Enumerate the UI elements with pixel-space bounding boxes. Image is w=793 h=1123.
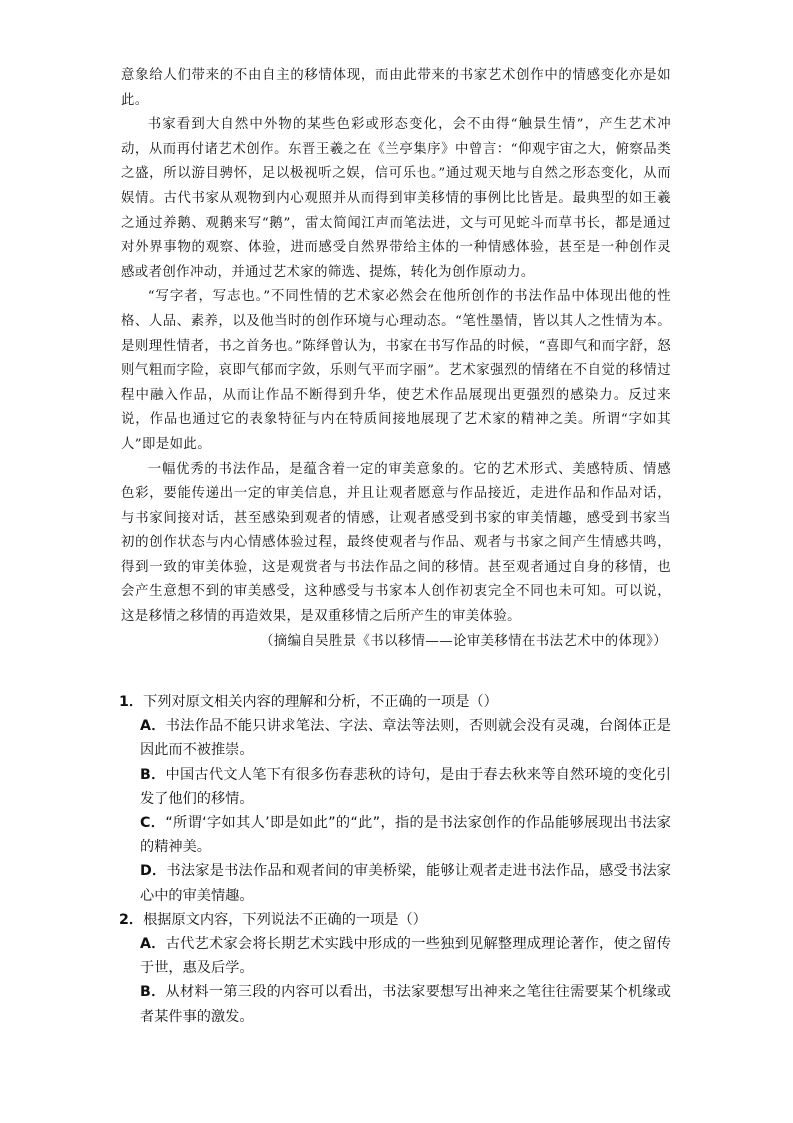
option-text: “所谓‘字如其人’即是如此”的“此”，指的是书法家创作的作品能够展现出书法家的精神美。 (140, 815, 671, 856)
passage-source-citation: （摘编自吴胜景《书以移情——论审美移情在书法艺术中的体现》） (259, 633, 667, 649)
question-2 (119, 908, 671, 1029)
option-text: 古代艺术家会将长期艺术实践中形成的一些独到见解整理成理论著作，使之留传于世，惠及后学。 (140, 936, 671, 977)
option-letter: D． (140, 863, 167, 880)
question-2-text: 根据原文内容，下列说法不正确的一项是（） (143, 911, 427, 928)
question-1-option-d (140, 859, 671, 907)
option-text: 从材料一第三段的内容可以看出，书法家要想写出神来之笔往往需要某个机缘或者某件事的激发。 (140, 984, 671, 1025)
passage-paragraph-1: 意象给人们带来的不由自主的移情体现，而由此带来的书家艺术创作中的情感变化亦是如此。 (121, 68, 671, 108)
question-list (119, 690, 671, 1029)
question-2-stem (119, 908, 671, 932)
reading-passage (121, 64, 671, 654)
option-letter: C． (140, 815, 166, 832)
question-1-stem (119, 690, 671, 714)
option-letter: A． (140, 718, 166, 735)
option-letter: B． (140, 766, 166, 783)
question-2-option-b (140, 980, 671, 1028)
question-1-option-c (140, 811, 671, 859)
passage-paragraph-4: 一幅优秀的书法作品，是蕴含着一定的审美意象的。它的艺术形式、美感特质、情感色彩，要能传递出一定的审美信息，并且让观者愿意与作品接近，走进作品和作品对话，与书家间接对话，甚至感染到观者的情感，让观者感受到书家的审美情趣，感受到书家当初的创作状态与内心情感体验过程，最终使观者与作品、观者与书家之间产生情感共鸣，得到一致的审美体验，这是观赏者与书法作品之间的移情。甚至观者通过自身的移情，也会产生意想不到的审美感受，这种感受与书家本人创作初衷完全不同也未可知。可以说，这是移情之移情的再造效果，是双重移情之后所产生的审美体验。 (121, 461, 671, 625)
question-1-option-a (140, 714, 671, 762)
question-1-number: 1． (119, 694, 144, 710)
passage-paragraph-3: “写字者，写志也。”不同性情的艺术家必然会在他所创作的书法作品中体现出他的性格、人品、素养，以及他当时的创作环境与心理动态。“笔性墨情，皆以其人之性情为本。是则理性情者，书之首务也。”陈绎曾认为，书家在书写作品的时候，“喜即气和而字舒，怒则气粗而字险，哀即气郁而字敛，乐则气平而字丽”。艺术家强烈的情绪在不自觉的移情过程中融入作品，从而让作品不断得到升华，使艺术作品展现出更强烈的感染力。反过来说，作品也通过它的表象特征与内在特质间接地展现了艺术家的精神之美。所谓“字如其人”即是如此。 (121, 289, 671, 452)
option-letter: A． (140, 936, 166, 953)
question-1-text: 下列对原文相关内容的理解和分析，不正确的一项是（） (143, 694, 498, 710)
question-1-option-b (140, 763, 671, 811)
option-text: 书法家是书法作品和观者间的审美桥梁，能够让观者走进书法作品，感受书法家心中的审美情趣。 (140, 863, 671, 904)
question-2-number: 2． (119, 911, 144, 928)
option-text: 中国古代文人笔下有很多伤春悲秋的诗句，是由于春去秋来等自然环境的变化引发了他们的移情。 (140, 766, 671, 807)
question-1 (119, 690, 671, 908)
option-text: 书法作品不能只讲求笔法、字法、章法等法则，否则就会没有灵魂，台阁体正是因此而不被推崇。 (140, 718, 671, 759)
option-letter: B． (140, 984, 166, 1001)
question-2-option-a (140, 932, 671, 980)
passage-paragraph-2: 书家看到大自然中外物的某些色彩或形态变化，会不由得“触景生情”，产生艺术冲动，从而再付诸艺术创作。东晋王羲之在《兰亭集序》中曾言：“仰观宇宙之大，俯察品类之盛，所以游目骋怀，足以极视听之娱，信可乐也。”通过观天地与自然之形态变化，从而娱情。古代书家从观物到内心观照并从而得到审美移情的事例比比皆是。最典型的如王羲之通过养鹅、观鹅来写“鹅”，雷太简闻江声而笔法进，文与可见蛇斗而草书长，都是通过对外界事物的观察、体验，进而感受自然界带给主体的一种情感体验，甚至是一种创作灵感或者创作冲动，并通过艺术家的筛选、提炼，转化为创作原动力。 (121, 117, 671, 280)
